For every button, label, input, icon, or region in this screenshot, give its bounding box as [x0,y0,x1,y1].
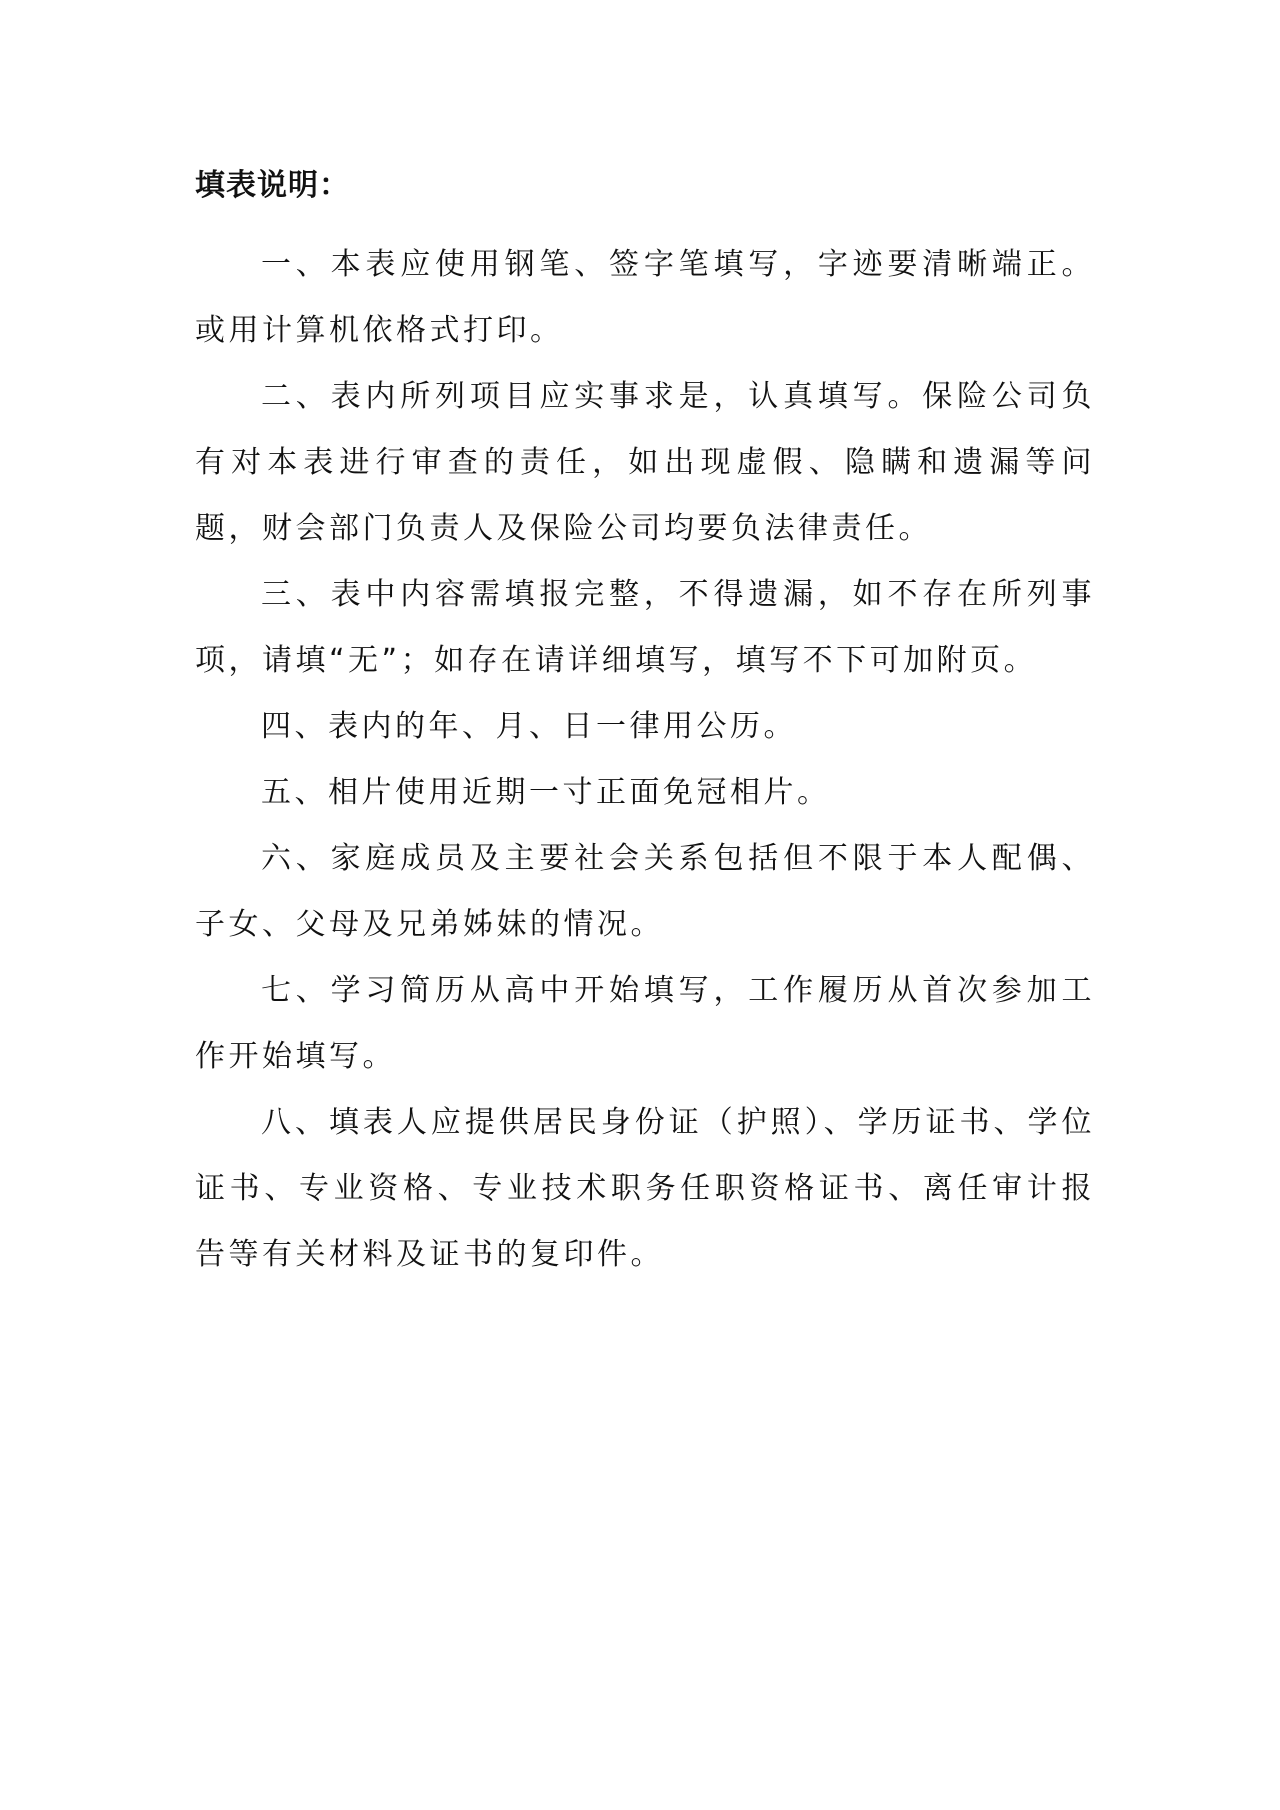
instruction-item-3: 三、表中内容需填报完整，不得遗漏，如不存在所列事项，请填“无”；如存在请详细填写，填写不下可加附页。 [195,577,1095,678]
instruction-item-6: 六、家庭成员及主要社会关系包括但不限于本人配偶、子女、父母及兄弟姊妹的情况。 [195,841,1095,942]
instructions-section [195,166,1095,1288]
instruction-item-4: 四、表内的年、月、日一律用公历。 [261,709,797,744]
instruction-item-2: 二、表内所列项目应实事求是，认真填写。保险公司负有对本表进行审查的责任，如出现虚假、隐瞒和遗漏等问题，财会部门负责人及保险公司均要负法律责任。 [195,379,1095,546]
instruction-item-5: 五、相片使用近期一寸正面免冠相片。 [261,775,831,810]
instructions-heading: 填表说明： [195,168,350,203]
instruction-item-7: 七、学习简历从高中开始填写，工作履历从首次参加工作开始填写。 [195,973,1095,1074]
instruction-item-8: 八、填表人应提供居民身份证（护照）、学历证书、学位证书、专业资格、专业技术职务任职资格证书、离任审计报告等有关材料及证书的复印件。 [195,1105,1095,1272]
instruction-item-1: 一、本表应使用钢笔、签字笔填写，字迹要清晰端正。或用计算机依格式打印。 [195,247,1095,348]
